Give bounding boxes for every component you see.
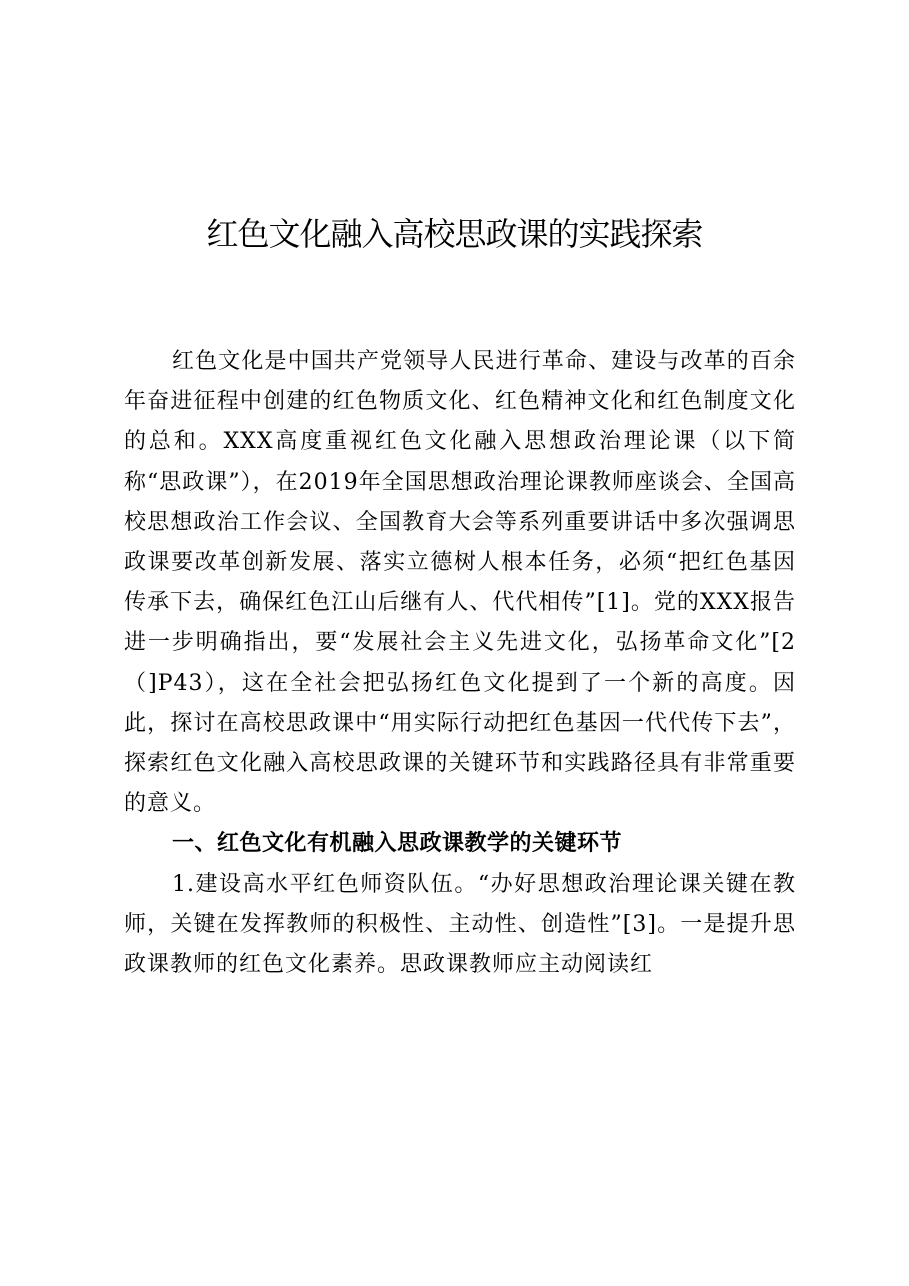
document-body — [124, 342, 796, 985]
intro-paragraph: 红色文化是中国共产党领导人民进行革命、建设与改革的百余年奋进征程中创建的红色物质文化、红色精神文化和红色制度文化的总和。XXX高度重视红色文化融入思想政治理论课（以下简称“思政课”），在2019年全国思想政治理论课教师座谈会、全国高校思想政治工作会议、全国教育大会等系列重要讲话中多次强调思政课要改革创新发展、落实立德树人根本任务，必须“把红色基因传承下去，确保红色江山后继有人、代代相传”[1]。党的XXX报告进一步明确指出，要“发展社会主义先进文化，弘扬革命文化”[2（]P43），这在全社会把弘扬红色文化提到了一个新的高度。因此，探讨在高校思政课中“用实际行动把红色基因一代代传下去”，探索红色文化融入高校思政课的关键环节和实践路径具有非常重要的意义。 — [124, 349, 796, 817]
document-title: 红色文化融入高校思政课的实践探索 — [206, 215, 703, 253]
section-heading-1: 一、红色文化有机融入思政课教学的关键环节 — [172, 831, 623, 857]
section-1-paragraph-1: 1.建设高水平红色师资队伍。“办好思想政治理论课关键在教师，关键在发挥教师的积极性、主动性、创造性”[3]。一是提升思政课教师的红色文化素养。思政课教师应主动阅读红 — [124, 871, 796, 978]
